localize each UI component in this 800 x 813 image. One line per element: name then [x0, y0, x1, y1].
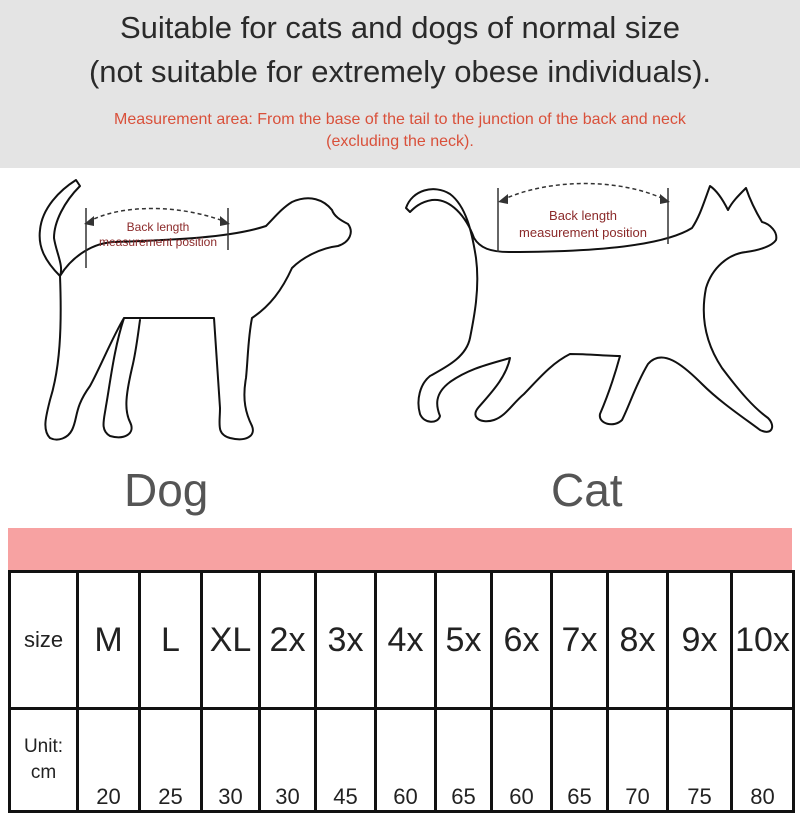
table-color-band	[8, 528, 792, 570]
size-cell: 10x	[732, 572, 794, 709]
size-row	[10, 572, 794, 709]
unit-header-line-2: cm	[30, 762, 57, 783]
length-cell: 25	[140, 709, 202, 812]
cat-annotation-line-2: measurement position	[519, 225, 647, 240]
size-cell: XL	[202, 572, 260, 709]
length-cell: 65	[436, 709, 492, 812]
info-header	[0, 0, 800, 168]
size-cell: 6x	[492, 572, 552, 709]
cat-arrow-left-head	[498, 194, 508, 204]
cat-silhouette	[400, 168, 790, 468]
unit-header-cell	[10, 709, 78, 812]
unit-header-line-1: Unit:	[23, 736, 64, 757]
dog-silhouette	[20, 168, 390, 468]
length-cell: 60	[492, 709, 552, 812]
dog-illustration	[20, 168, 390, 468]
length-cell: 60	[376, 709, 436, 812]
length-cell: 65	[552, 709, 608, 812]
length-cell: 20	[78, 709, 140, 812]
size-chart-table	[8, 570, 795, 813]
length-cell: 30	[202, 709, 260, 812]
size-header-cell: size	[10, 572, 78, 709]
measurement-note-line-2: (excluding the neck).	[326, 133, 474, 150]
cat-measure-arrow	[502, 184, 666, 201]
size-cell: 5x	[436, 572, 492, 709]
size-cell: 2x	[260, 572, 316, 709]
length-cell: 45	[316, 709, 376, 812]
cat-annotation-line-1: Back length	[549, 208, 617, 223]
measurement-note-line-1: Measurement area: From the base of the tail to the junction of the back and neck	[114, 111, 686, 128]
headline-line-1: Suitable for cats and dogs of normal size	[119, 10, 681, 45]
back-length-row	[10, 709, 794, 812]
cat-illustration	[400, 168, 790, 468]
dog-annotation-line-1: Back length	[126, 220, 190, 234]
size-cell: L	[140, 572, 202, 709]
length-cell: 80	[732, 709, 794, 812]
size-cell: 9x	[668, 572, 732, 709]
headline-line-2: (not suitable for extremely obese individuals).	[88, 54, 712, 89]
size-cell: 7x	[552, 572, 608, 709]
size-cell: 4x	[376, 572, 436, 709]
cat-label: Cat	[551, 464, 623, 516]
length-cell: 75	[668, 709, 732, 812]
dog-annotation-line-2: measurement position	[98, 235, 218, 249]
length-cell: 30	[260, 709, 316, 812]
size-table-container	[8, 570, 792, 809]
size-cell: 3x	[316, 572, 376, 709]
dog-label: Dog	[124, 464, 209, 516]
size-cell: 8x	[608, 572, 668, 709]
size-cell: M	[78, 572, 140, 709]
length-cell: 70	[608, 709, 668, 812]
